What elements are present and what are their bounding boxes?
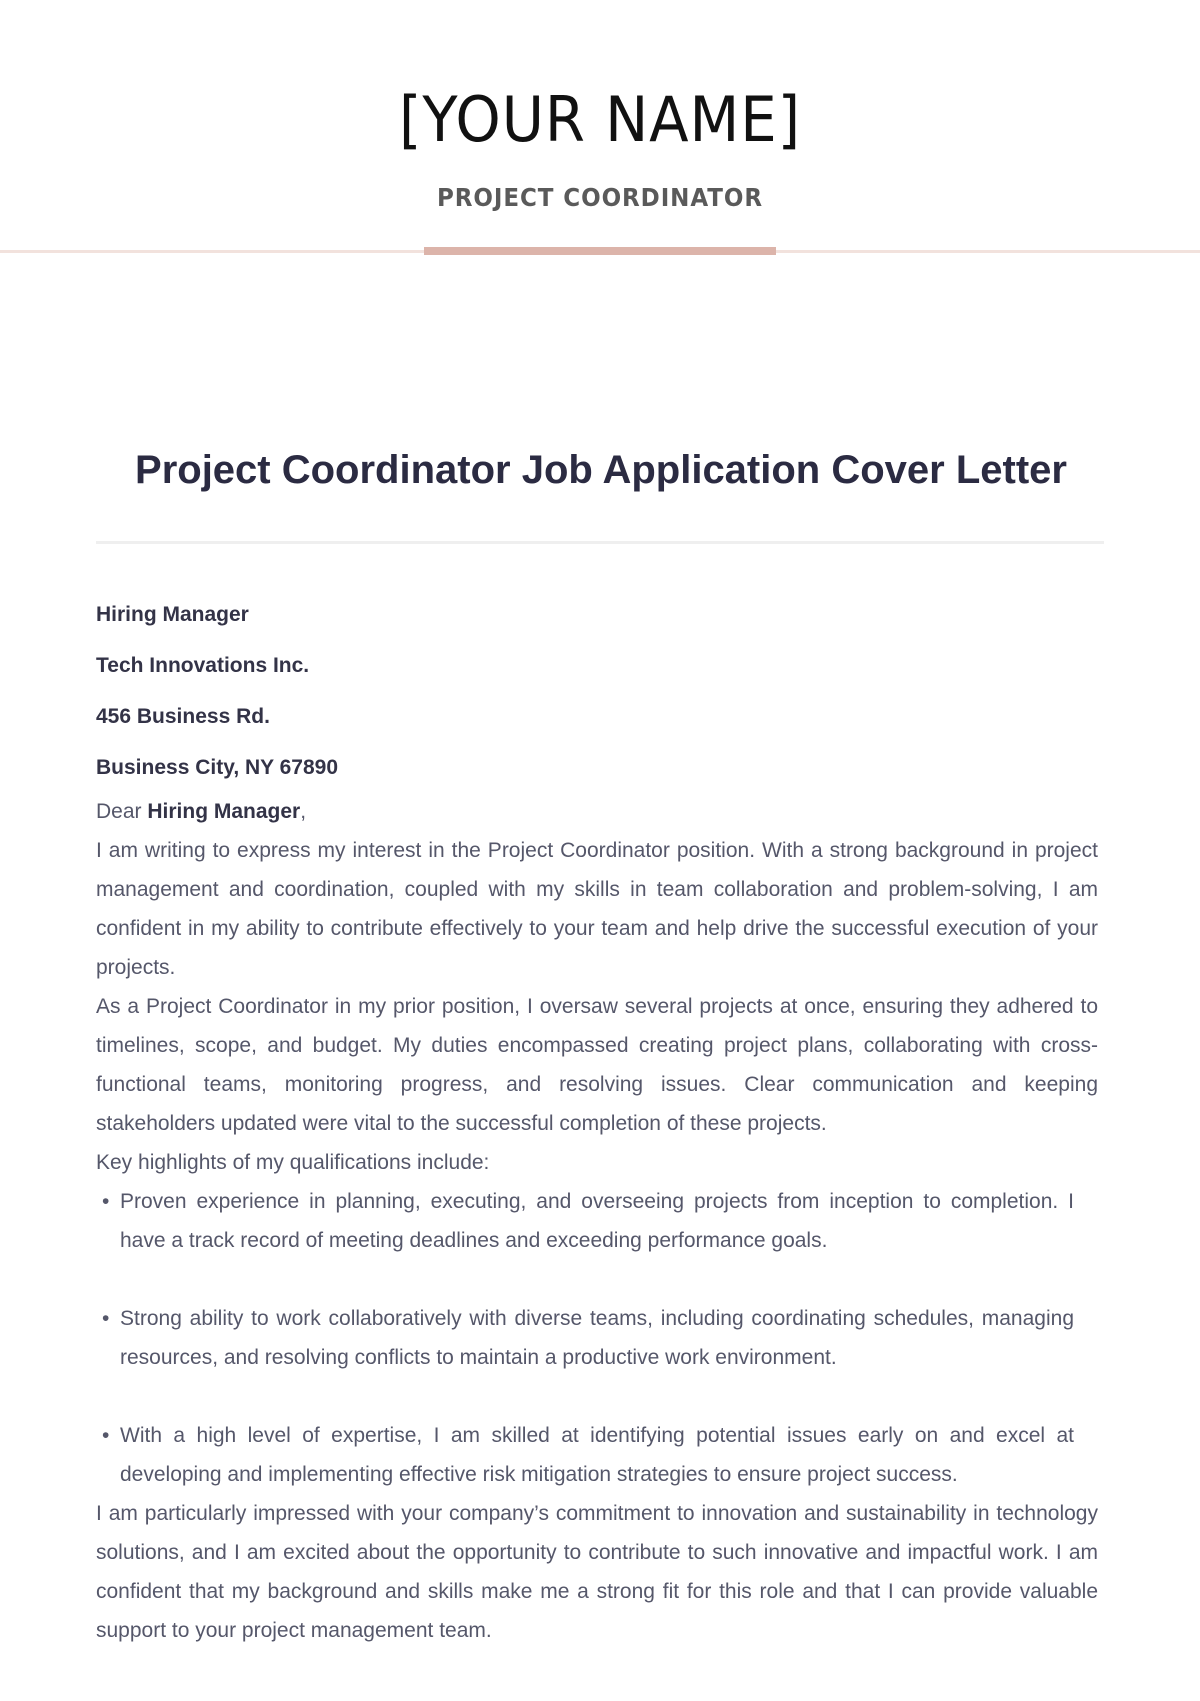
- list-item-text: Proven experience in planning, executing, and overseeing projects from inception to completion. I have a track record of meeting deadlines and exceeding performance goals.: [120, 1190, 1074, 1252]
- header-accent-bar: [424, 247, 776, 255]
- paragraph-highlights-lead: Key highlights of my qualifications include:: [96, 1151, 490, 1174]
- salutation-prefix: Dear: [96, 800, 148, 823]
- bullet-icon: •: [102, 1190, 110, 1213]
- letter-body: [96, 792, 1098, 1650]
- paragraph-intro: I am writing to express my interest in the Project Coordinator position. With a strong background in project management and coordination, coupled with my skills in team collaboration and problem-solving, I am confident in my ability to contribute effectively to your team and help drive the successful execution of your projects.: [96, 839, 1098, 979]
- salutation-suffix: ,: [300, 800, 307, 823]
- salutation: [96, 792, 1098, 831]
- salutation-name: Hiring Manager: [147, 800, 301, 823]
- applicant-role: PROJECT COORDINATOR: [436, 183, 763, 212]
- bullet-icon: •: [102, 1307, 110, 1330]
- recipient-name: Hiring Manager: [96, 603, 249, 626]
- list-item: [96, 1299, 1098, 1377]
- letterhead: [0, 0, 1200, 260]
- bullet-icon: •: [102, 1424, 110, 1447]
- recipient-city: Business City, NY 67890: [96, 756, 339, 779]
- paragraph-closing: I am particularly impressed with your company’s commitment to innovation and sustainability in technology solutions, and I am excited about the opportunity to contribute to such innovative and impactful work. I am confident that my background and skills make me a strong fit for this role and that I can provide valuable support to your project management team.: [96, 1502, 1098, 1642]
- title-divider: [96, 541, 1104, 544]
- list-item: [96, 1182, 1098, 1260]
- applicant-name: [YOUR NAME]: [398, 83, 802, 156]
- list-item-text: With a high level of expertise, I am skilled at identifying potential issues early on and excel at developing and implementing effective risk mitigation strategies to ensure project success.: [120, 1424, 1074, 1486]
- list-item: [96, 1416, 1098, 1494]
- list-item-text: Strong ability to work collaboratively with diverse teams, including coordinating schedules, managing resources, and resolving conflicts to maintain a productive work environment.: [120, 1307, 1074, 1369]
- recipient-street: 456 Business Rd.: [96, 705, 270, 728]
- recipient-company: Tech Innovations Inc.: [96, 654, 310, 677]
- qualifications-list: [96, 1182, 1098, 1494]
- document-title: Project Coordinator Job Application Cover Letter: [135, 448, 1067, 492]
- paragraph-experience: As a Project Coordinator in my prior position, I oversaw several projects at once, ensuring they adhered to timelines, scope, and budget. My duties encompassed creating project plans, collaborating with cross-functional teams, monitoring progress, and resolving issues. Clear communication and keeping stakeholders updated were vital to the successful completion of these projects.: [96, 995, 1098, 1135]
